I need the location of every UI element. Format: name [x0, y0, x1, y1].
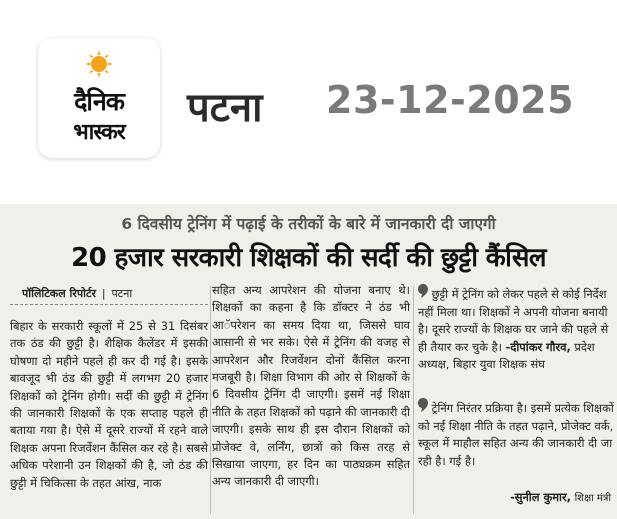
byline — [10, 286, 208, 301]
byline-separator: | — [101, 287, 106, 300]
byline-location: पटना — [111, 287, 133, 300]
sun-icon — [85, 50, 113, 78]
quote-box-2 — [418, 398, 614, 470]
quote-box-1 — [418, 284, 614, 374]
newspaper-logo — [38, 38, 160, 158]
byline-reporter: पॉलिटिकल रिपोर्टर — [22, 287, 97, 300]
edition-date: 23-12-2025 — [326, 78, 575, 122]
column-divider-1 — [210, 286, 211, 514]
article-column-2: सहित अन्य आपरेशन की योजना बनाए थे। शिक्षकों का कहना है कि डॉक्टर ने ठंड भी आॅपरेशन का समय दिया था, जिससे घाव आसानी से भर सके। ऐसे में ट्रेनिंग की वजह से आपरेशन और रिजर्वेशन दोनों कैंसिल करना मजबूरी है। शिक्षा विभाग की ओर से शिक्षकों के 6 दिवसीय ट्रेनिंग दी जाएगी। इसमें नई शिक्षा नीति के तहत शिक्षकों को पढ़ाने की जानकारी दी जाएगी। इसके साथ ही इस दौरान शिक्षकों को प्रोजेक्ट वे, लर्निंग, छात्रों को किस तरह से सिखाया जाएगा, हर दिन का पाठ्यक्रम सहित अन्य जानकारी दी जाएगी। — [212, 283, 410, 489]
article-column-1: बिहार के सरकारी स्कूलों में 25 से 31 दिसंबर तक ठंड की छुट्टी है। शैक्षिक कैलेंडर में इसकी घोषणा दो महीने पहले ही कर दी गई है। इसके बावजूद भी ठंड की छुट्टी में लगभग 20 हजार शिक्षकों को ट्रेनिंग होगी। सर्दी की छुट्टी में ट्रेनिंग की जानकारी शिक्षकों के एक सप्ताह पहले ही बताया गया है। ऐसे में दूसरे राज्यों में रहने वाले शिक्षक अपना रिजर्वेशन कैंसिल कर रहे है। सबसे अधिक परेशानी उन शिक्षकों की है, जो ठंड की छुट्टी में चिकित्सा के तहत आंख, नाक — [10, 319, 208, 490]
byline-divider — [10, 304, 208, 305]
city-name: पटना — [187, 85, 263, 131]
quote-author-2: -सुनील कुमार, — [510, 490, 571, 504]
quote-role-1: प्रदेश अध्यक्ष, बिहार युवा शिक्षक संघ — [418, 339, 595, 372]
quote-icon — [418, 398, 428, 412]
quote-icon — [418, 284, 428, 298]
quote-text-1: छुट्टी में ट्रेनिंग को लेकर पहले से कोई निर्देश नहीं मिला था। शिक्षकों ने अपनी योजना बनायी है। दूसरे राज्यों के शिक्षक घर जाने की पहले से ही तैयार कर चुके है। — [418, 287, 609, 354]
quote-role-2: शिक्षा मंत्री — [574, 493, 611, 504]
column-divider-2 — [413, 286, 414, 514]
article-headline: 20 हजार सरकारी शिक्षकों की सर्दी की छुट्टी कैंसिल — [71, 243, 546, 273]
quote-author-1: -दीपांकर गौरव, — [505, 339, 571, 354]
article-kicker: 6 दिवसीय ट्रेनिंग में पढ़ाई के तरीकों के बारे में जानकारी दी जाएगी — [121, 215, 496, 233]
quote-text-2: ट्रेनिंग निरंतर प्रक्रिया है। इसमें प्रत्येक शिक्षकों को नई शिक्षा नीति के तहत पढ़ाने, प्रोजेक्ट वर्क, स्कूल में माहौल सहित अन्य की जानकारी दी जा रही है। गई है। — [418, 401, 614, 468]
logo-text-line2: भास्कर — [73, 120, 125, 145]
logo-text-line1: दैनिक — [74, 87, 124, 116]
quote-signature-2 — [510, 490, 611, 505]
